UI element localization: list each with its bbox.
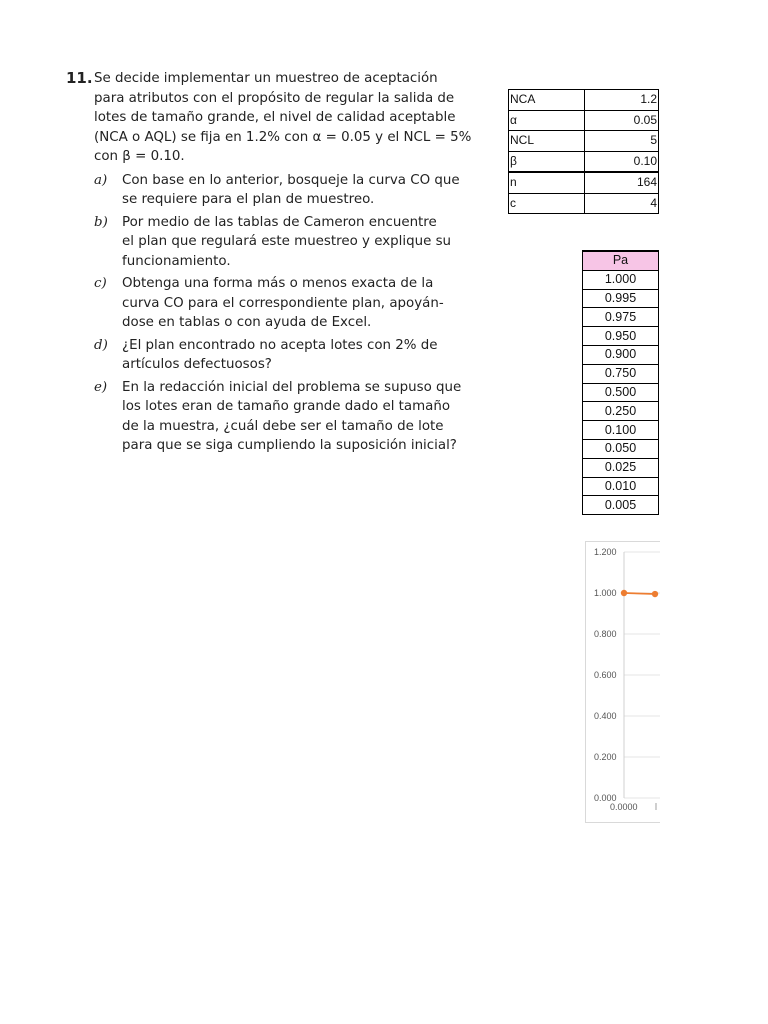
- question-item-b: [66, 213, 452, 272]
- question-line: dose en tablas o con ayuda de Excel.: [122, 315, 372, 330]
- question-line: artículos defectuosos?: [122, 357, 272, 372]
- question-line: curva CO para el correspondiente plan, apoyán-: [122, 295, 444, 311]
- pa-table: [582, 250, 659, 515]
- y-tick-label: 1.200: [594, 547, 617, 557]
- x-tick-label: 0.0000: [610, 802, 638, 812]
- y-tick-label: 0.600: [594, 670, 617, 680]
- table-row: [583, 458, 659, 477]
- question-line: de la muestra, ¿cuál debe ser el tamaño de lote: [122, 418, 444, 434]
- param-label[interactable]: c: [509, 193, 585, 214]
- param-label[interactable]: n: [509, 172, 585, 193]
- param-label[interactable]: β: [509, 151, 585, 172]
- param-value[interactable]: 0.05: [585, 110, 659, 131]
- question-item-e: [66, 378, 462, 456]
- table-row: [509, 172, 659, 193]
- question-line: Con base en lo anterior, bosqueje la curva CO que: [122, 172, 460, 188]
- intro-line: con β = 0.10.: [94, 149, 185, 164]
- table-row: [583, 270, 659, 289]
- table-row: [509, 193, 659, 214]
- table-row: [583, 308, 659, 327]
- chart-plot-area: [586, 542, 660, 822]
- y-tick-label: 0.000: [594, 793, 617, 803]
- parameters-table: [508, 89, 659, 214]
- table-row: [583, 345, 659, 364]
- question-item-d: [66, 336, 438, 375]
- problem-number: 11.: [66, 69, 93, 87]
- table-row: [509, 131, 659, 152]
- intro-line: (NCA o AQL) se fija en 1.2% con α = 0.05 y el NCL = 5%: [94, 129, 472, 145]
- series-line: [624, 593, 655, 594]
- data-point: [621, 590, 627, 596]
- table-row: [583, 477, 659, 496]
- param-value[interactable]: 5: [585, 131, 659, 152]
- param-label[interactable]: α: [509, 110, 585, 131]
- question-line: Obtenga una forma más o menos exacta de la: [122, 276, 434, 291]
- table-row: [583, 496, 659, 515]
- question-letter: c): [94, 276, 107, 291]
- question-line: para que se siga cumpliendo la suposición inicial?: [122, 438, 457, 453]
- pa-cell[interactable]: 0.900: [583, 345, 659, 364]
- table-row: [583, 327, 659, 346]
- table-row: [583, 289, 659, 308]
- param-value[interactable]: 164: [585, 172, 659, 193]
- table-row: [583, 439, 659, 458]
- question-letter: b): [94, 214, 108, 230]
- question-letter: e): [94, 379, 108, 395]
- pa-header[interactable]: Pa: [583, 251, 659, 270]
- pa-cell[interactable]: 0.250: [583, 402, 659, 421]
- y-tick-label: 0.400: [594, 711, 617, 721]
- pa-cell[interactable]: 0.995: [583, 289, 659, 308]
- oc-curve-chart[interactable]: [585, 541, 660, 823]
- param-value[interactable]: 1.2: [585, 90, 659, 111]
- question-line: el plan que regulará este muestreo y explique su: [122, 234, 452, 249]
- pa-cell[interactable]: 0.005: [583, 496, 659, 515]
- y-tick-label: 0.800: [594, 629, 617, 639]
- y-tick-label: 1.000: [594, 588, 617, 598]
- param-value[interactable]: 4: [585, 193, 659, 214]
- question-line: los lotes eran de tamaño grande dado el tamaño: [122, 399, 451, 414]
- question-item-a: [66, 171, 460, 210]
- pa-cell[interactable]: 0.100: [583, 421, 659, 440]
- pa-cell[interactable]: 0.975: [583, 308, 659, 327]
- question-line: funcionamiento.: [122, 253, 231, 269]
- pa-cell[interactable]: 0.750: [583, 364, 659, 383]
- pa-cell[interactable]: 1.000: [583, 270, 659, 289]
- pa-cell[interactable]: 0.025: [583, 458, 659, 477]
- intro-line: para atributos con el propósito de regular la salida de: [94, 90, 455, 106]
- question-line: se requiere para el plan de muestreo.: [122, 192, 375, 207]
- problem-intro: [66, 69, 472, 167]
- table-row: [509, 90, 659, 111]
- intro-line: lotes de tamaño grande, el nivel de calidad aceptable: [94, 110, 456, 125]
- question-line: Por medio de las tablas de Cameron encuentre: [122, 214, 437, 230]
- pa-cell[interactable]: 0.050: [583, 439, 659, 458]
- table-row: [509, 151, 659, 172]
- question-line: En la redacción inicial del problema se supuso que: [122, 379, 462, 395]
- table-row: [583, 421, 659, 440]
- question-line: ¿El plan encontrado no acepta lotes con 2% de: [122, 337, 438, 353]
- question-letter: a): [94, 172, 108, 188]
- table-row: [509, 110, 659, 131]
- intro-line: Se decide implementar un muestreo de aceptación: [94, 71, 438, 86]
- question-list: [66, 171, 462, 456]
- pa-cell[interactable]: 0.950: [583, 327, 659, 346]
- pa-cell[interactable]: 0.010: [583, 477, 659, 496]
- pa-cell[interactable]: 0.500: [583, 383, 659, 402]
- param-label[interactable]: NCL: [509, 131, 585, 152]
- y-tick-label: 0.200: [594, 752, 617, 762]
- problem-statement: [66, 69, 472, 459]
- table-row: [583, 364, 659, 383]
- question-letter: d): [94, 337, 108, 353]
- table-row: [583, 383, 659, 402]
- data-point: [652, 591, 658, 597]
- param-value[interactable]: 0.10: [585, 151, 659, 172]
- param-label[interactable]: NCA: [509, 90, 585, 111]
- table-header-row: [583, 251, 659, 270]
- question-item-c: [66, 274, 444, 333]
- table-row: [583, 402, 659, 421]
